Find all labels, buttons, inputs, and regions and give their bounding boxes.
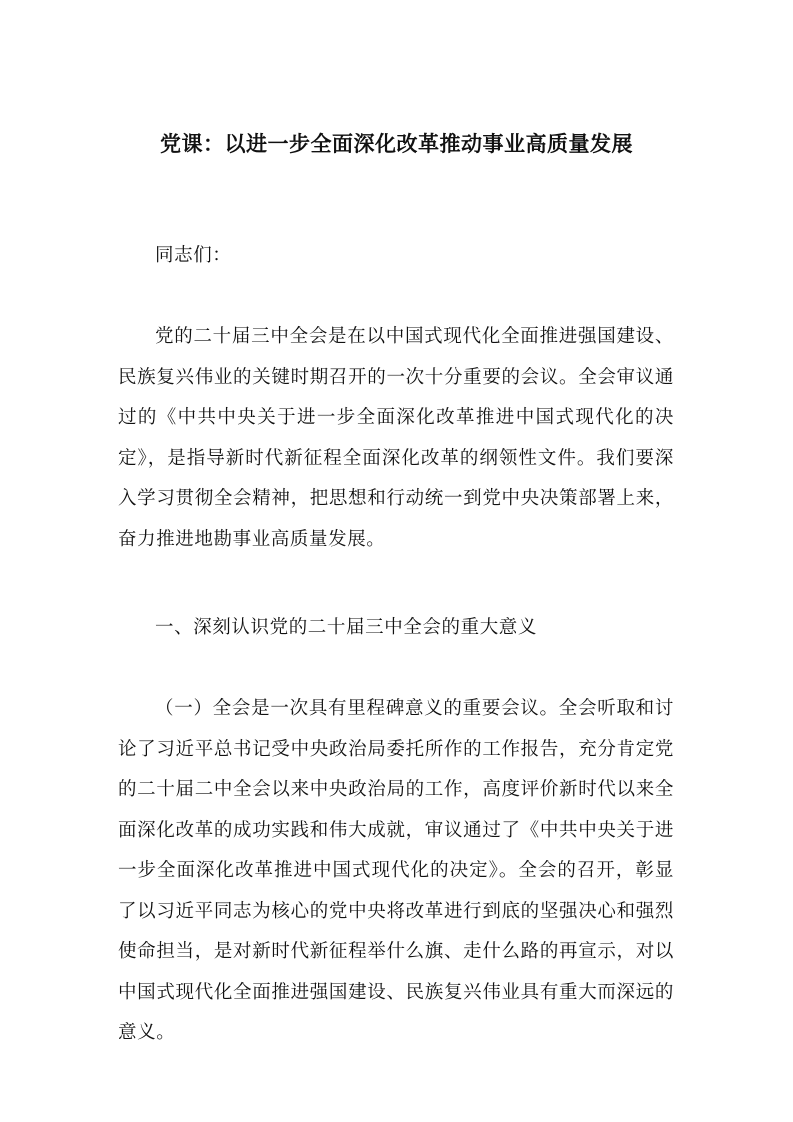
subsection-paragraph: （一）全会是一次具有里程碑意义的重要会议。全会听取和讨论了习近平总书记受中央政治局委托所作的工作报告，充分肯定党的二十届二中全会以来中央政治局的工作，高度评价新时代以来全面深化改革的成功实践和伟大成就，审议通过了《中共中央关于进一步全面深化改革推进中国式现代化的决定》。全会的召开，彰显了以习近平同志为核心的党中央将改革进行到底的坚强决心和强烈使命担当，是对新时代新征程举什么旗、走什么路的再宣示，对以中国式现代化全面推进强国建设、民族复兴伟业具有重大而深远的意义。 <box>118 698 674 1043</box>
section-heading: 一、深刻认识党的二十届三中全会的重大意义 <box>155 617 538 638</box>
greeting-paragraph: 同志们： <box>155 245 232 266</box>
intro-paragraph: 党的二十届三中全会是在以中国式现代化全面推进强国建设、民族复兴伟业的关键时期召开的一次十分重要的会议。全会审议通过的《中共中央关于进一步全面深化改革推进中国式现代化的决定》，是指导新时代新征程全面深化改革的纲领性文件。我们要深入学习贯彻全会精神，把思想和行动统一到党中央决策部署上来，奋力推进地勘事业高质量发展。 <box>118 326 674 550</box>
document-title: 党课：以进一步全面深化改革推动事业高质量发展 <box>160 132 633 156</box>
